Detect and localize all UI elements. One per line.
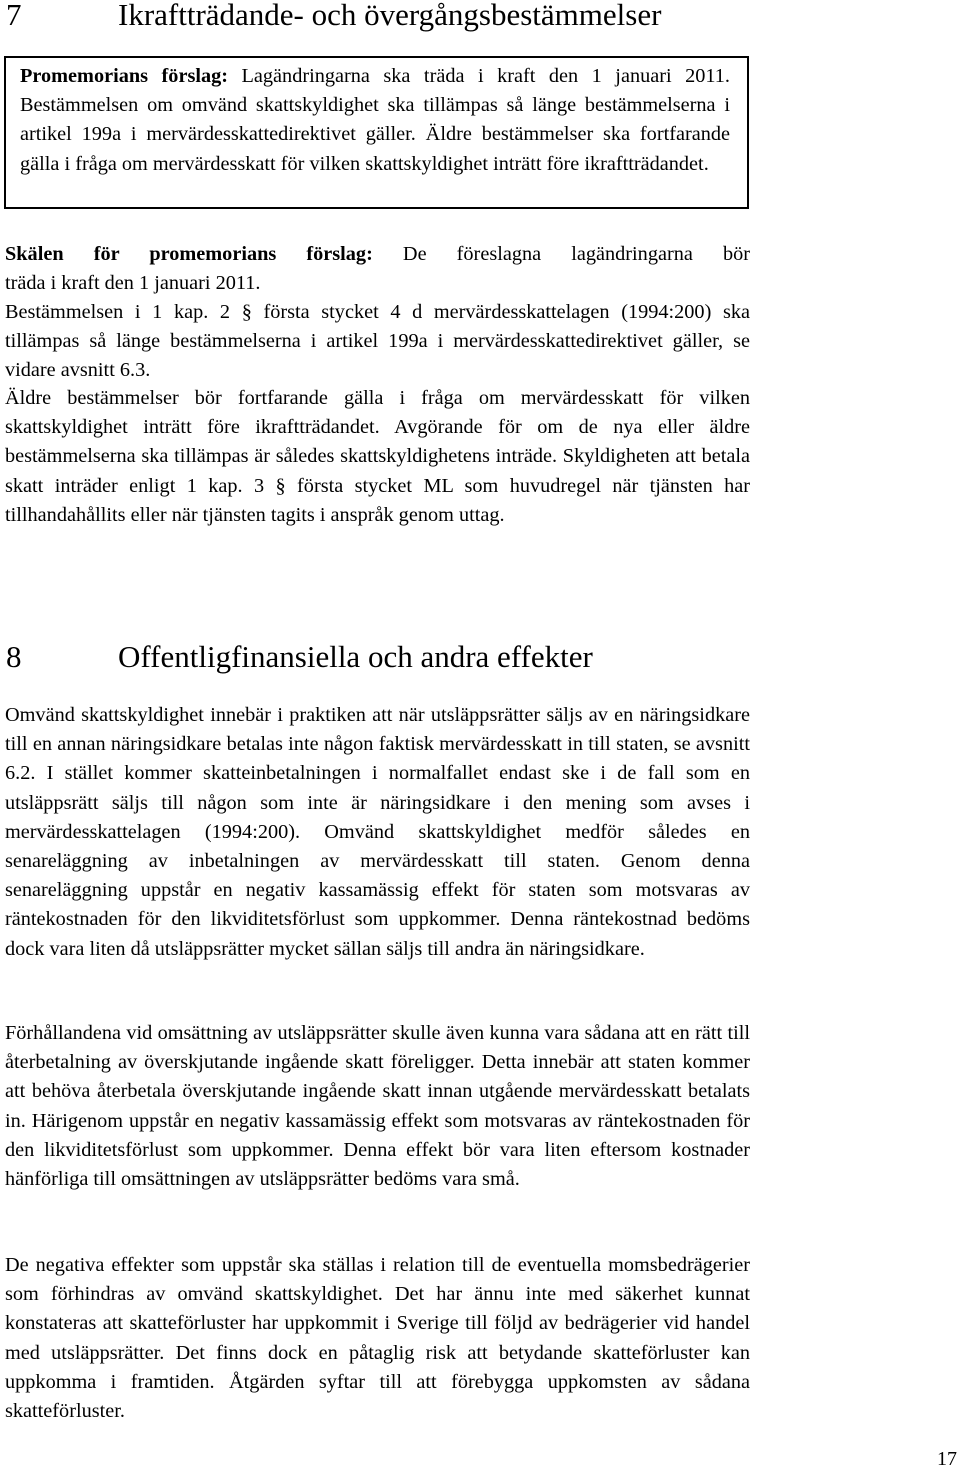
proposal-label: Promemorians förslag: bbox=[20, 65, 229, 87]
section-8-heading bbox=[6, 639, 593, 675]
grounds-label: Skälen för promemorians förslag: bbox=[5, 243, 373, 265]
older-rules-paragraph: Äldre bestämmelser bör fortfarande gälla i fråga om mervärdesskatt för vilken skattskyldighet inträtt före ikraftträdandet. Avgörande för om de nya eller äldre bestämmelserna ska tillämpas är således skattskyldighetens inträde. Skyldigheten att betala skatt inträder enligt 1 kap. 3 § första stycket ML som huvudregel när tjänsten har tillhandahållits eller när tjänsten tagits i anspråk genom uttag. bbox=[5, 387, 750, 526]
effects-paragraph-2: Förhållandena vid omsättning av utsläppsrätter skulle även kunna vara sådana att en rätt till återbetalning av överskjutande ingående skatt föreligger. Detta innebär att staten kommer att behöva återbetala överskjutande ingående skatt innan utgående mervärdesskatt betalats in. Härigenom uppstår en negativ kassamässig effekt som motsvaras av räntekostnaden för den likviditetsförlust som uppkommer. Denna effekt bör vara liten eftersom kostnader hänförliga till omsättningen av utsläppsrätter bedöms vara små. bbox=[5, 1022, 750, 1191]
grounds-line2: träda i kraft den 1 januari 2011. bbox=[5, 272, 261, 295]
section-number: 8 bbox=[6, 639, 22, 674]
section-title: Offentligfinansiella och andra effekter bbox=[118, 639, 593, 674]
provision-paragraph: Bestämmelsen i 1 kap. 2 § första stycket 4 d mervärdesskattelagen (1994:200) ska tillämpas så länge bestämmelserna i artikel 199a i mervärdesskattedirektivet gäller, se vidare avsnitt 6.3. bbox=[5, 301, 750, 382]
section-7-heading bbox=[6, 0, 661, 33]
effects-paragraph-3: De negativa effekter som uppstår ska ställas i relation till de eventuella momsbedrägerier som förhindras av omvänd skattskyldighet. Det har ännu inte med säkerhet kunnat konstateras att skatteförluster har uppkommit i Sverige till följd av bedrägerier vid handel med utsläppsrätter. Det finns dock en påtaglig risk att betydande skatteförluster kan uppkomma i framtiden. Åtgärden syftar till att förebygga uppkomsten av sådana skatteförluster. bbox=[5, 1254, 750, 1423]
section-number: 7 bbox=[6, 0, 22, 32]
grounds-line1: De föreslagna lagändringarna bör bbox=[372, 243, 750, 265]
section-title: Ikraftträdande- och övergångsbestämmelser bbox=[118, 0, 662, 32]
grounds-paragraph bbox=[5, 240, 750, 298]
proposal-body: Lagändringarna ska träda i kraft den 1 januari 2011. Bestämmelsen om omvänd skattskyldighet ska tillämpas så länge bestämmelserna i artikel 199a i mervärdesskattedirektivet gäller. Äldre bestämmelser ska fortfarande gälla i fråga om mervärdesskatt för vilken skattskyldighet inträtt före ikraftträdandet. bbox=[20, 65, 730, 175]
proposal-text bbox=[20, 62, 730, 179]
page-number: 17 bbox=[937, 1448, 957, 1470]
effects-paragraph-1: Omvänd skattskyldighet innebär i praktiken att när utsläppsrätter säljs av en näringsidkare till en annan näringsidkare betalas inte någon faktisk mervärdesskatt in till staten, se avsnitt 6.2. I stället kommer skatteinbetalningen i normalfallet endast ske i de fall som en utsläppsrätt säljs till någon som inte är näringsidkare i den mening som avses i mervärdesskattelagen (1994:200). Omvänd skattskyldighet medför således en senareläggning av inbetalningen av mervärdesskatt till staten. Genom denna senareläggning uppstår en negativ kassamässig effekt för staten som motsvaras av räntekostnaden för den likviditetsförlust som uppkommer. Denna räntekostnad bedöms dock vara liten då utsläppsrätter mycket sällan säljs till andra än näringsidkare. bbox=[5, 704, 750, 960]
